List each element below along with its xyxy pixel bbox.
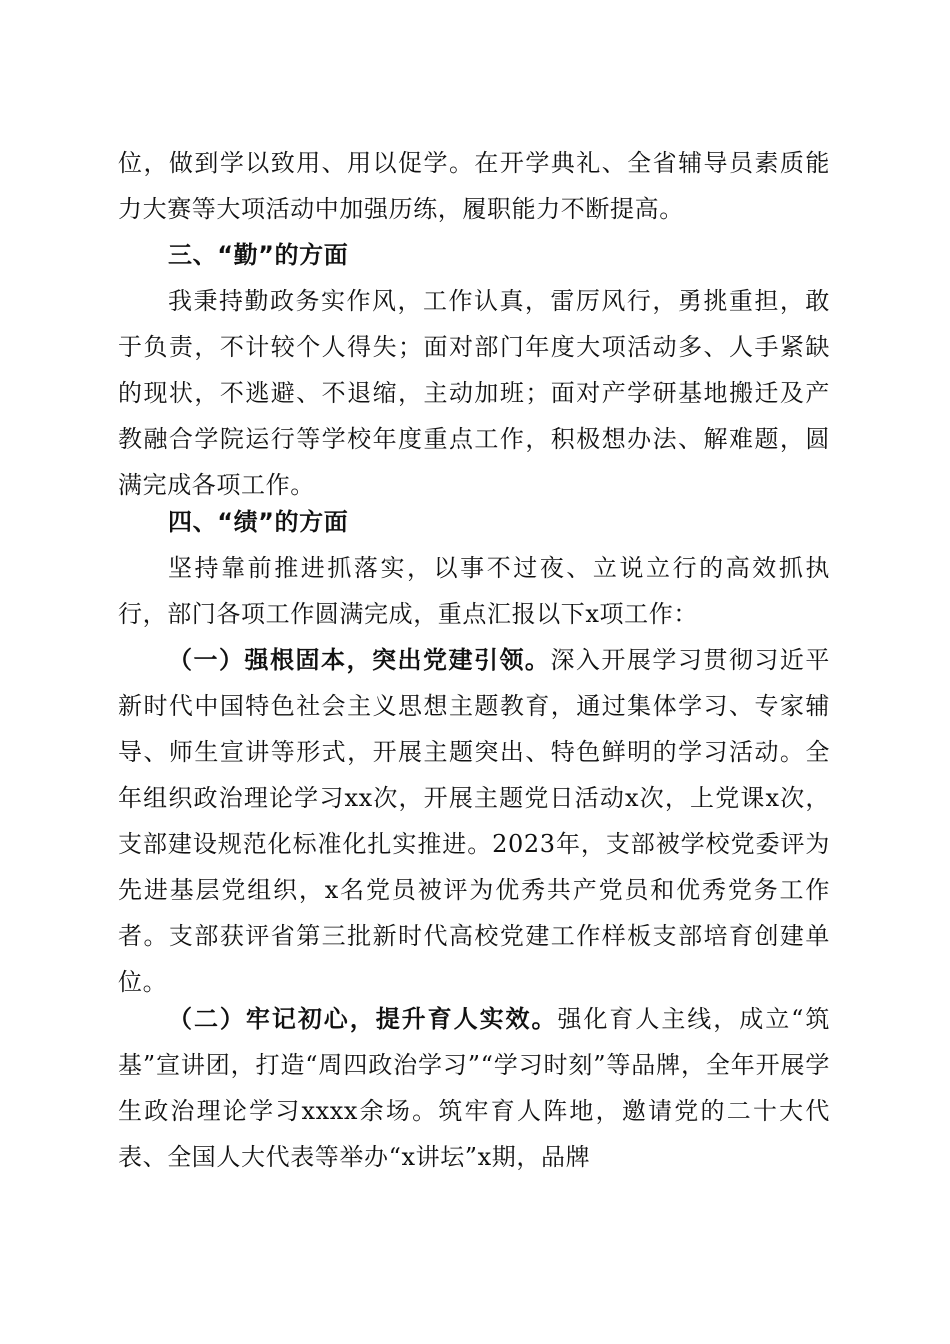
section-heading-diligence: 三、“勤”的方面 [168, 241, 349, 269]
item-1-body: 深入开展学习贯彻习近平新时代中国特色社会主义思想主题教育，通过集体学习、专家辅导、师生宣讲等形式，开展主题突出、特色鲜明的学习活动。全年组织政治理论学习xx次，开展主题党日活动x次，上党课x次，支部建设规范化标准化扎实推进。2023年，支部被学校党委评为先进基层党组织，x名党员被评为优秀共产党员和优秀党务工作者。支部获评省第三批新时代高校党建工作样板支部培育创建单位。 [118, 646, 830, 996]
item-2-lead: （二）牢记初心，提升育人实效。 [168, 1005, 558, 1033]
paragraph-continuation: 位，做到学以致用、用以促学。在开学典礼、全省辅导员素质能力大赛等大项活动中加强历练，履职能力不断提高。 [118, 149, 830, 223]
paragraph-item-2 [118, 996, 830, 1180]
paragraph-achievements: 坚持靠前推进抓落实，以事不过夜、立说立行的高效抓执行，部门各项工作圆满完成，重点汇报以下x项工作： [118, 554, 830, 628]
item-2-body: 强化育人主线，成立“筑基”宣讲团，打造“周四政治学习”“学习时刻”等品牌，全年开展学生政治理论学习xxxx余场。筑牢育人阵地，邀请党的二十大代表、全国人大代表等举办“x讲坛”x期，品牌 [118, 1005, 831, 1171]
paragraph-diligence: 我秉持勤政务实作风，工作认真，雷厉风行，勇挑重担，敢于负责，不计较个人得失；面对部门年度大项活动多、人手紧缺的现状，不逃避、不退缩，主动加班；面对产学研基地搬迁及产教融合学院运行等学校年度重点工作，积极想办法、解难题，圆满完成各项工作。 [118, 287, 830, 499]
section-heading-achievements: 四、“绩”的方面 [168, 508, 349, 536]
paragraph-item-1 [118, 637, 830, 1005]
item-1-lead: （一）强根固本，突出党建引领。 [168, 646, 551, 674]
